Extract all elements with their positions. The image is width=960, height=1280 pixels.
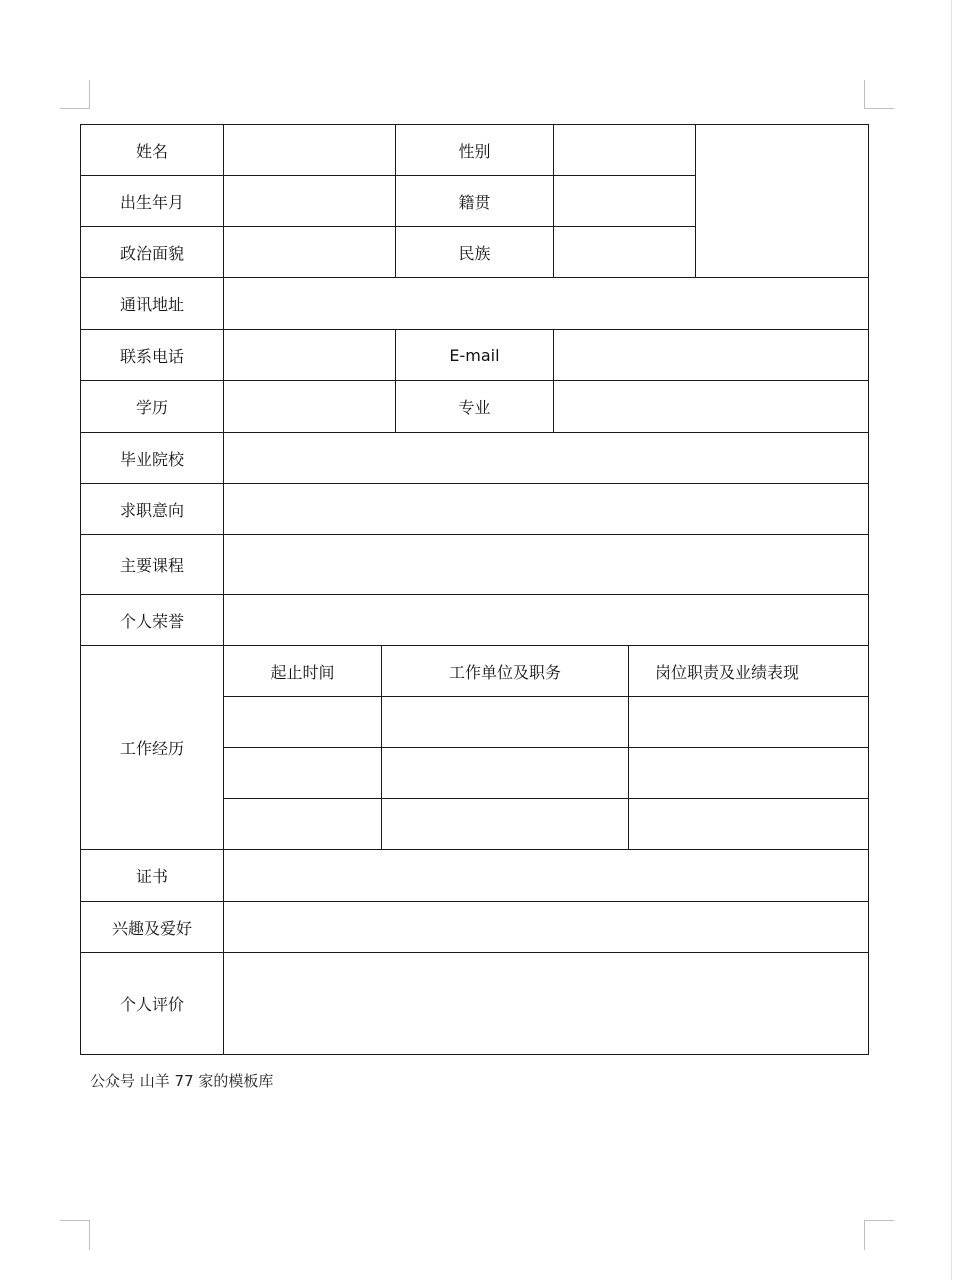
row-name xyxy=(81,125,869,176)
honors-field[interactable] xyxy=(224,595,869,646)
row-address xyxy=(81,278,869,330)
certificate-label: 证书 xyxy=(81,850,224,902)
job-intent-field[interactable] xyxy=(224,484,869,535)
row-evaluation xyxy=(81,953,869,1055)
evaluation-label: 个人评价 xyxy=(81,953,224,1055)
ethnicity-label: 民族 xyxy=(396,227,554,278)
row-honors xyxy=(81,595,869,646)
row-work-header xyxy=(81,646,869,697)
school-field[interactable] xyxy=(224,433,869,484)
ethnicity-field[interactable] xyxy=(554,227,696,278)
hobbies-label: 兴趣及爱好 xyxy=(81,902,224,953)
row-courses xyxy=(81,535,869,595)
education-label: 学历 xyxy=(81,381,224,433)
birth-field[interactable] xyxy=(224,176,396,227)
phone-field[interactable] xyxy=(224,330,396,381)
gender-field[interactable] xyxy=(554,125,696,176)
courses-label: 主要课程 xyxy=(81,535,224,595)
birth-label: 出生年月 xyxy=(81,176,224,227)
political-field[interactable] xyxy=(224,227,396,278)
row-certificate xyxy=(81,850,869,902)
row-hobbies xyxy=(81,902,869,953)
page-edge xyxy=(951,0,952,1280)
certificate-field[interactable] xyxy=(224,850,869,902)
footer-text: 公众号 山羊 77 家的模板库 xyxy=(90,1072,274,1090)
major-label: 专业 xyxy=(396,381,554,433)
native-place-label: 籍贯 xyxy=(396,176,554,227)
row-job-intent xyxy=(81,484,869,535)
work-company-field[interactable] xyxy=(382,799,629,850)
work-period-field[interactable] xyxy=(224,697,382,748)
honors-label: 个人荣誉 xyxy=(81,595,224,646)
name-field[interactable] xyxy=(224,125,396,176)
hobbies-field[interactable] xyxy=(224,902,869,953)
address-field[interactable] xyxy=(224,278,869,330)
email-field[interactable] xyxy=(554,330,869,381)
work-duties-field[interactable] xyxy=(629,799,869,850)
gender-label: 性别 xyxy=(396,125,554,176)
courses-field[interactable] xyxy=(224,535,869,595)
work-header-period: 起止时间 xyxy=(224,646,382,697)
work-duties-field[interactable] xyxy=(629,748,869,799)
political-label: 政治面貌 xyxy=(81,227,224,278)
row-school xyxy=(81,433,869,484)
row-phone xyxy=(81,330,869,381)
work-duties-field[interactable] xyxy=(629,697,869,748)
work-header-company: 工作单位及职务 xyxy=(382,646,629,697)
evaluation-field[interactable] xyxy=(224,953,869,1055)
work-company-field[interactable] xyxy=(382,748,629,799)
email-label: E-mail xyxy=(396,330,554,381)
resume-table xyxy=(80,124,869,1055)
work-period-field[interactable] xyxy=(224,799,382,850)
job-intent-label: 求职意向 xyxy=(81,484,224,535)
education-field[interactable] xyxy=(224,381,396,433)
work-header-duties: 岗位职责及业绩表现 xyxy=(629,646,869,697)
phone-label: 联系电话 xyxy=(81,330,224,381)
work-label: 工作经历 xyxy=(81,646,224,850)
address-label: 通讯地址 xyxy=(81,278,224,330)
major-field[interactable] xyxy=(554,381,869,433)
row-education xyxy=(81,381,869,433)
photo-box[interactable] xyxy=(696,125,869,278)
name-label: 姓名 xyxy=(81,125,224,176)
work-company-field[interactable] xyxy=(382,697,629,748)
work-period-field[interactable] xyxy=(224,748,382,799)
native-place-field[interactable] xyxy=(554,176,696,227)
school-label: 毕业院校 xyxy=(81,433,224,484)
